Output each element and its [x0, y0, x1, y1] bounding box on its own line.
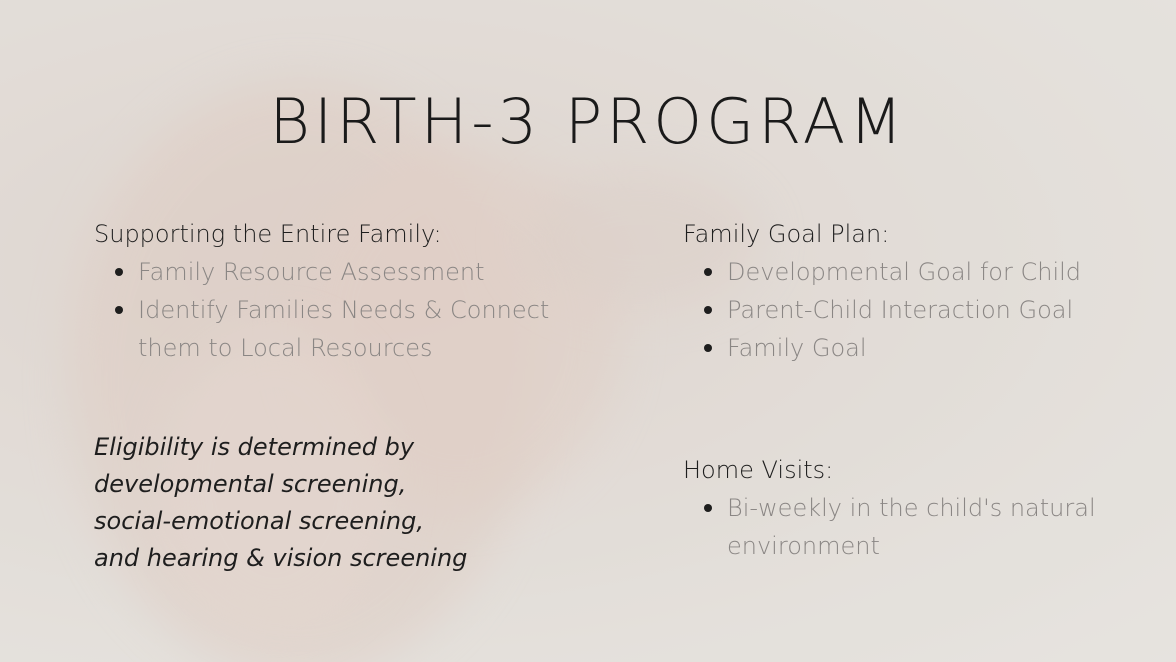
list-item: Family Goal [727, 329, 1143, 367]
support-section [94, 219, 594, 367]
home-visits-list [683, 489, 1143, 565]
home-visits-section [683, 455, 1143, 565]
goal-plan-list [683, 253, 1143, 367]
eligibility-text: Eligibility is determined by developmental screening, social-emotional screening, and hearing & vision screening [94, 433, 468, 572]
goal-plan-heading: Family Goal Plan: [683, 220, 890, 248]
support-heading: Supporting the Entire Family: [94, 220, 442, 248]
list-item: Bi-weekly in the child's natural environment [727, 489, 1143, 565]
list-item: Parent-Child Interaction Goal [727, 291, 1143, 329]
list-item: Developmental Goal for Child [727, 253, 1143, 291]
support-list [94, 253, 594, 367]
list-item: Identify Families Needs & Connect them to Local Resources [138, 291, 594, 367]
goal-plan-section [683, 219, 1143, 367]
home-visits-heading: Home Visits: [683, 456, 834, 484]
slide-title: BIRTH-3 PROGRAM [269, 85, 907, 158]
list-item: Family Resource Assessment [138, 253, 594, 291]
